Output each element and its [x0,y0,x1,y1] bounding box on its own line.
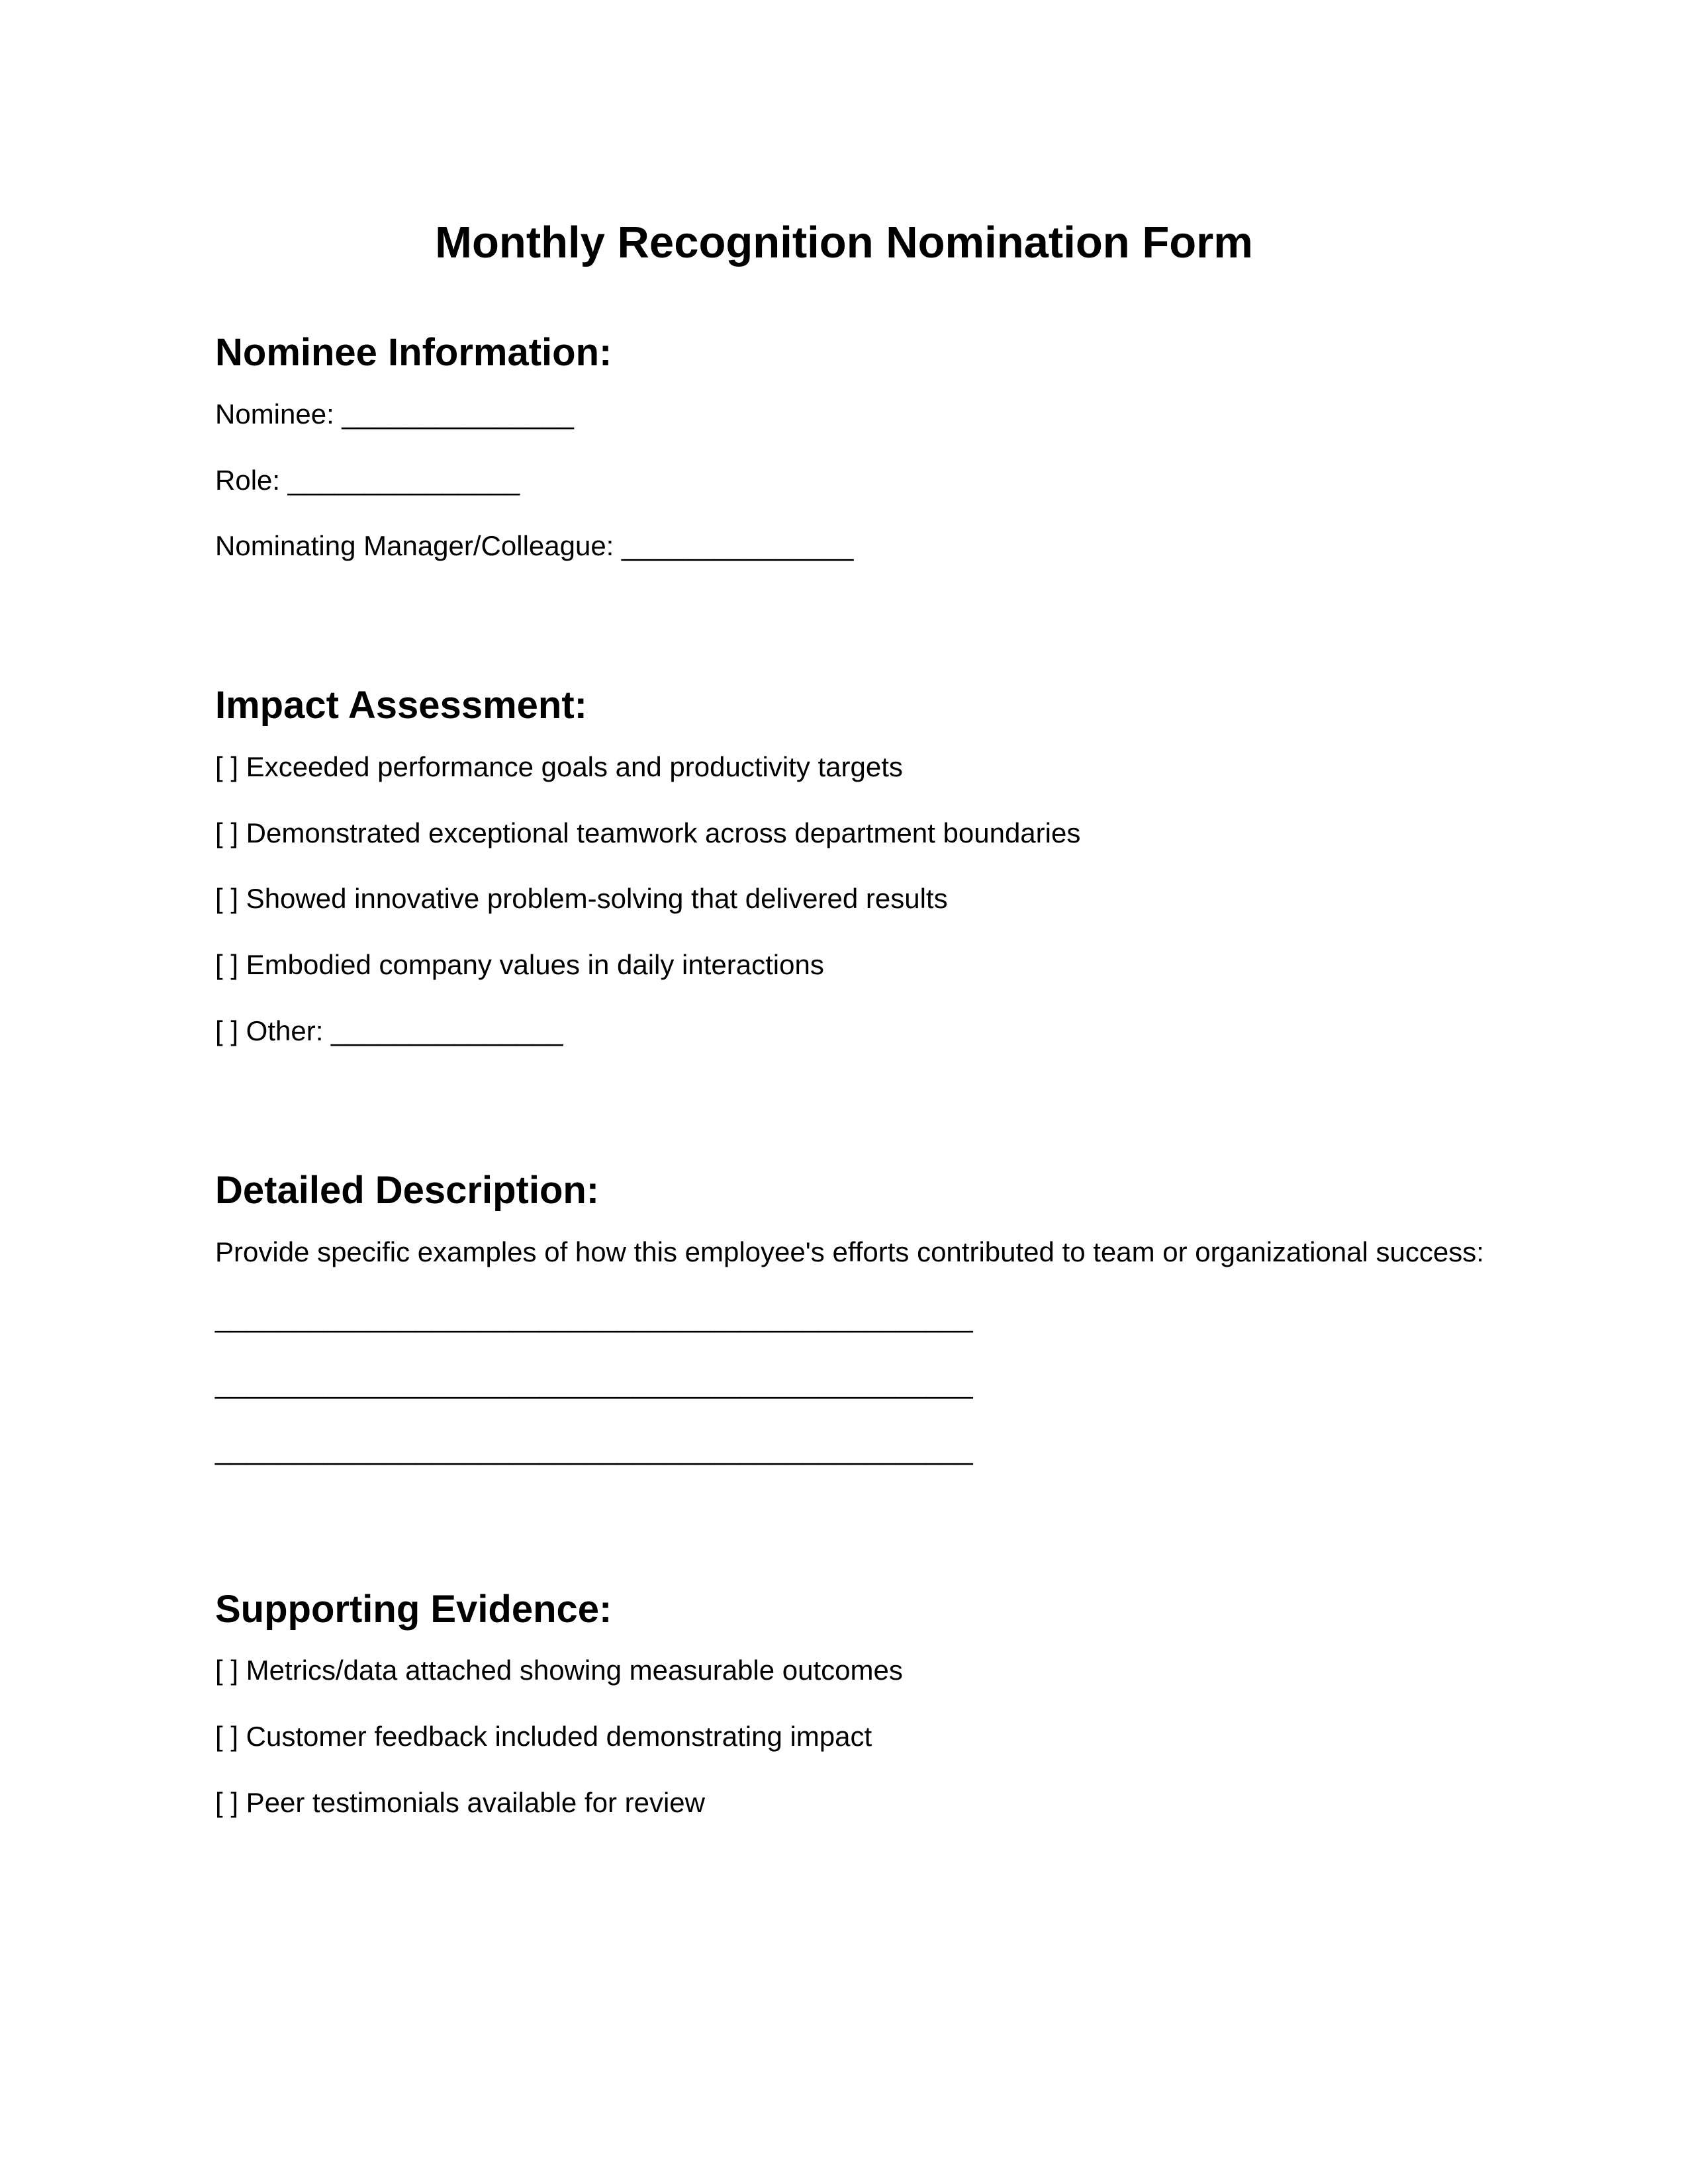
impact-section-heading: Impact Assessment: [215,684,587,727]
page-title: Monthly Recognition Nomination Form [435,218,1253,267]
impact-checkbox-item: [ ] Demonstrated exceptional teamwork across department boundaries [215,817,1081,848]
impact-checkbox-item-other: [ ] Other: _______________ [215,1015,563,1046]
description-prompt: Provide specific examples of how this employee's efforts contributed to team or organizational success: [215,1236,1484,1267]
nominating-manager-field: Nominating Manager/Colleague: _______________ [215,530,854,561]
evidence-section-heading: Supporting Evidence: [215,1588,612,1631]
impact-checkbox-item: [ ] Showed innovative problem-solving that delivered results [215,883,948,914]
evidence-checkbox-item: [ ] Metrics/data attached showing measurable outcomes [215,1655,903,1686]
impact-checkbox-item: [ ] Embodied company values in daily interactions [215,949,824,980]
description-section-heading: Detailed Description: [215,1169,600,1212]
impact-checkbox-item: [ ] Exceeded performance goals and productivity targets [215,751,903,782]
nominee-field: Nominee: _______________ [215,398,574,430]
description-blank-line: _________________________________________________ [215,1302,973,1333]
description-blank-line: _________________________________________________ [215,1434,973,1465]
nominee-section-heading: Nominee Information: [215,331,612,374]
evidence-checkbox-item: [ ] Peer testimonials available for review [215,1787,705,1818]
description-blank-line: _________________________________________________ [215,1368,973,1399]
evidence-checkbox-item: [ ] Customer feedback included demonstrating impact [215,1721,872,1752]
role-field: Role: _______________ [215,465,520,496]
